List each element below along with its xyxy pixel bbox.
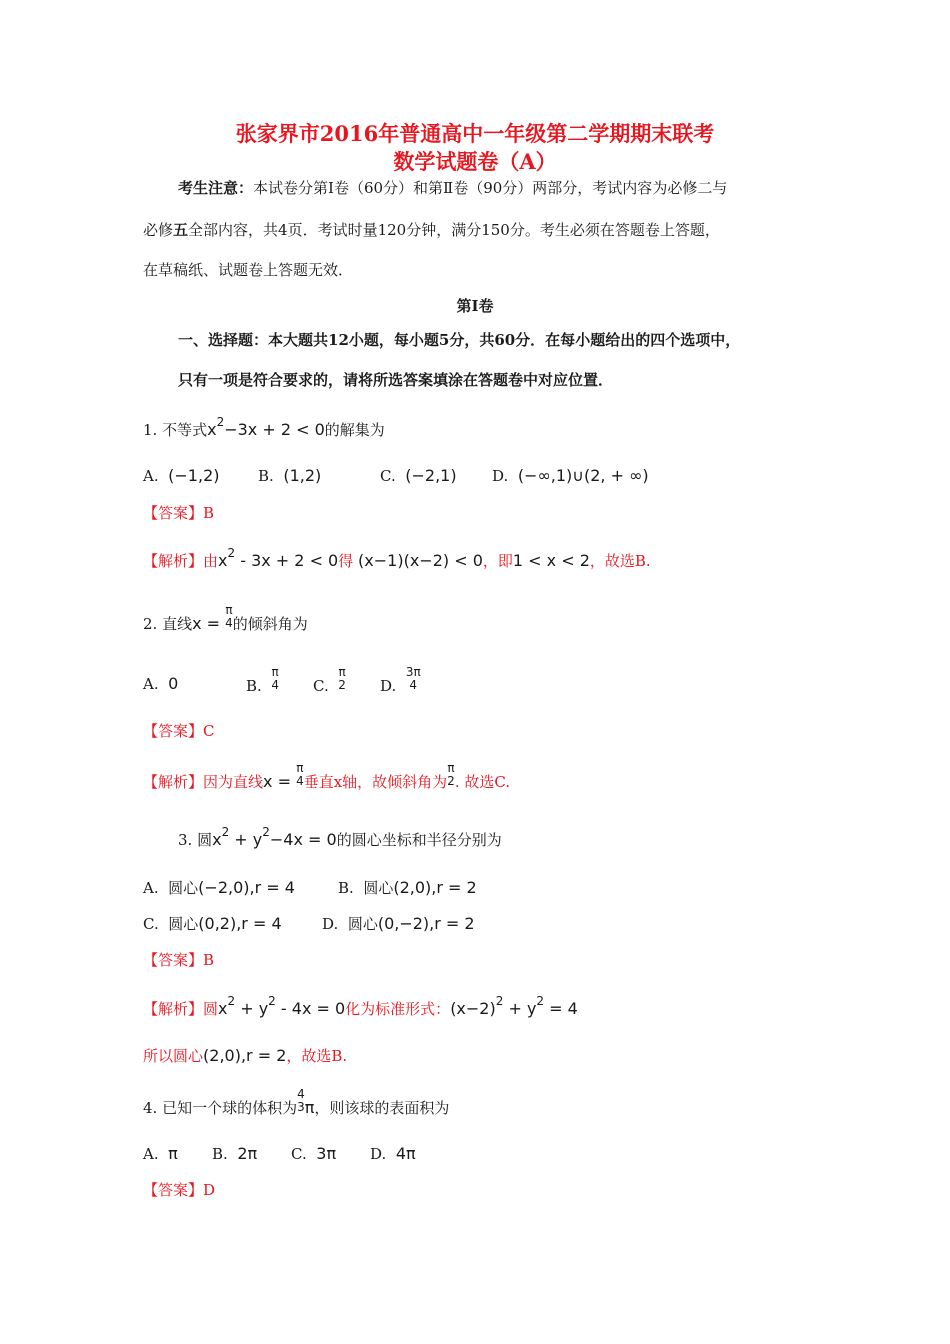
question-3-option-c: C. 圆心(0,2),r = 4 <box>143 914 282 933</box>
question-1-analysis: 【解析】由$x^2 - 3x + 2 < 0$得 (x−1)(x−2) < 0，即1 < x < 2，故选B. <box>143 546 651 570</box>
question-1-option-c: C. (−2,1) <box>380 466 457 485</box>
question-2-option-a: A. 0 <box>143 674 179 693</box>
question-4-option-c: C. 3π <box>291 1144 337 1163</box>
document-title: 张家界市2016年普通高中一年级第二学期期末联考 <box>235 121 715 146</box>
document-subtitle: 数学试题卷（A） <box>393 149 557 174</box>
notice-line-3: 在草稿纸、试题卷上答题无效． <box>143 261 354 279</box>
question-4-option-d: D. 4π <box>370 1144 416 1163</box>
question-3-stem: 3. 圆$x^2 + y^2-4x = 0$的圆心坐标和半径分别为 <box>178 825 502 849</box>
question-1-answer: 【答案】B <box>143 504 215 522</box>
question-1-option-a: A. (−1,2) <box>143 466 220 485</box>
notice-line-2: 必修五全部内容，共4页．考试时量120分钟，满分150分。考生必须在答题卷上答题， <box>143 221 720 239</box>
question-2-option-d: D. 3π 4 <box>380 665 421 695</box>
question-4-stem: 4. 已知一个球的体积为 4 3 π，则该球的表面积为 <box>143 1087 450 1117</box>
question-3-option-b: B. 圆心(2,0),r = 2 <box>338 878 477 897</box>
question-4-option-b: B. 2π <box>212 1144 258 1163</box>
notice-line-1: 考生注意：本试卷分第Ⅰ卷（60分）和第Ⅱ卷（90分）两部分，考试内容为必修二与 <box>178 179 728 197</box>
question-3-option-a: A. 圆心(−2,0),r = 4 <box>143 878 295 897</box>
section-heading-1: 一、选择题：本大题共12小题，每小题5分，共60分．在每小题给出的四个选项中， <box>178 331 741 349</box>
question-4-option-a: A. π <box>143 1144 178 1163</box>
question-2-option-c: C. π 2 <box>313 665 346 695</box>
question-1-option-d: D. (−∞,1)∪(2, + ∞) <box>492 466 649 485</box>
question-3-answer: 【答案】B <box>143 951 215 969</box>
question-2-option-b: B. π 4 <box>246 665 279 695</box>
question-4-answer: 【答案】D <box>143 1181 216 1199</box>
notice-label: 考生注意： <box>178 179 254 197</box>
section-heading-2: 只有一项是符合要求的，请将所选答案填涂在答题卷中对应位置． <box>178 371 614 389</box>
question-3-analysis: 【解析】圆$x^2 + y^2 - 4x = 0$化为标准形式：$(x-2)^2 + y^2 = 4$ <box>143 994 578 1018</box>
question-2-answer: 【答案】C <box>143 722 215 740</box>
question-1-option-b: B. (1,2) <box>258 466 322 485</box>
question-3-analysis-line-2: 所以圆心(2,0),r = 2，故选B. <box>143 1046 348 1065</box>
question-2-stem: 2. 直线x = π 4 的倾斜角为 <box>143 603 308 633</box>
question-2-analysis: 【解析】因为直线x = π 4 垂直x轴，故倾斜角为 π 2 . 故选C. <box>143 761 511 791</box>
section-title: 第Ⅰ卷 <box>456 297 494 315</box>
question-3-option-d: D. 圆心(0,−2),r = 2 <box>322 914 475 933</box>
question-1-stem: 1. 不等式$x^2-3x + 2 < 0$的解集为 <box>143 415 385 439</box>
